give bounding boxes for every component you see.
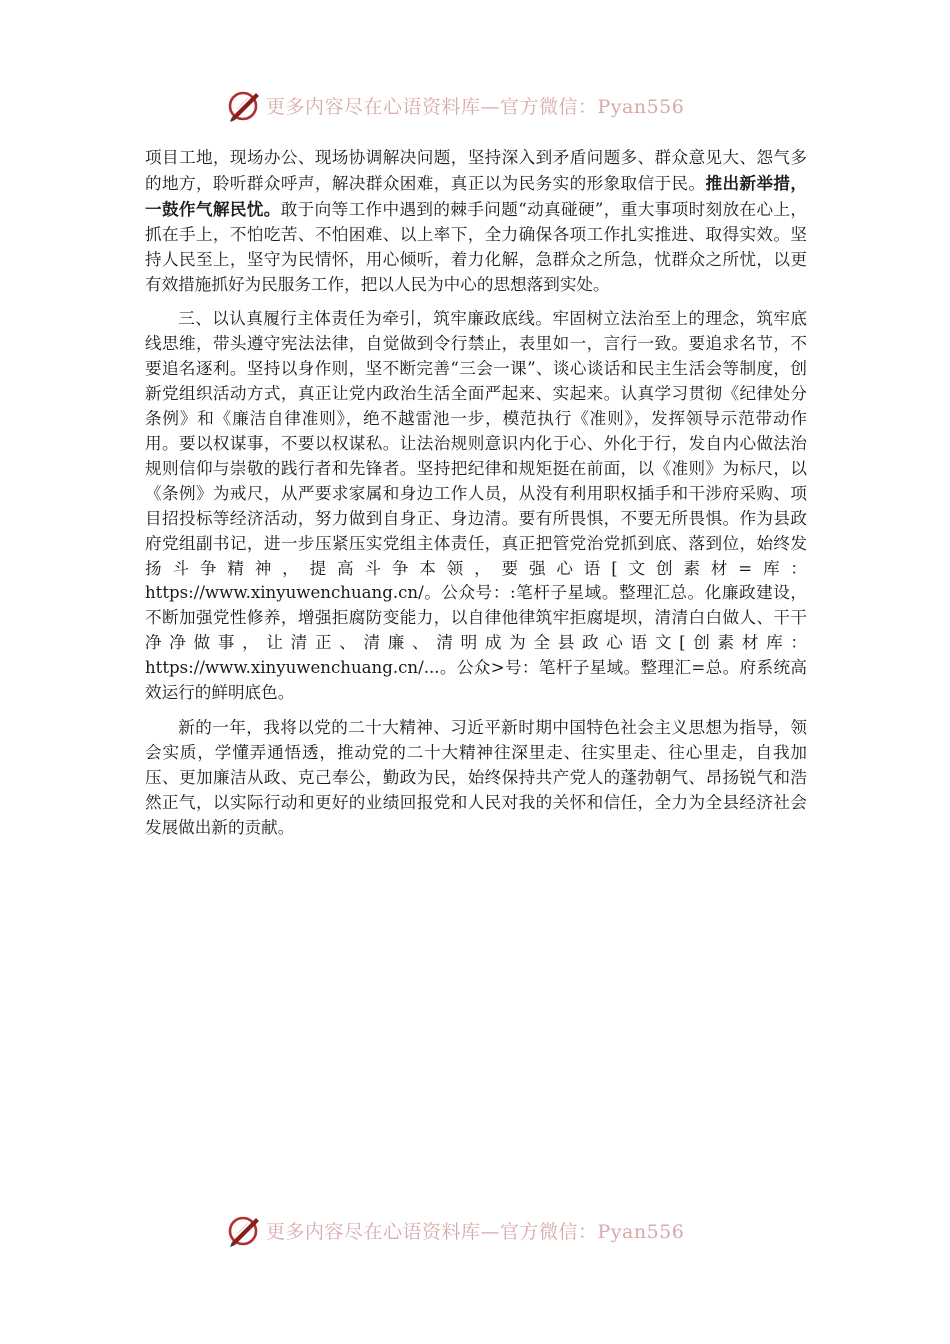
pen-logo-icon [226, 87, 262, 123]
paragraph-1-bold: 推出新举措，一鼓作气解民忧。 [145, 172, 807, 219]
header-banner [226, 85, 746, 125]
paragraph-2: 三、以认真履行主体责任为牵引，筑牢廉政底线。牢固树立法治至上的理念，筑牢底线思维，带头遵守宪法法律，自觉做到令行禁止，表里如一，言行一致。要追求名节，不要追名逐利。坚持以身作则，坚不断完善“三会一课”、谈心谈话和民主生活会等制度，创新党组织活动方式，真正让党内政治生活全面严起来、实起来。认真学习贯彻《纪律处分条例》和《廉洁自律准则》，绝不越雷池一步，模范执行《准则》，发挥领导示范带动作用。要以权谋事，不要以权谋私。让法治规则意识内化于心、外化于行，发自内心做法治规则信仰与崇敬的践行者和先锋者。坚持把纪律和规矩挺在前面，以《准则》为标尺，以《条例》为戒尺，从严要求家属和身边工作人员，从没有利用职权插手和干涉府采购、项目招投标等经济活动，努力做到自身正、身边清。要有所畏惧，不要无所畏惧。作为县政府党组副书记，进一步压紧压实党组主体责任，真正把管党治党抓到底、落到位，始终发扬斗争精神，提高斗争本领，要强心语[文创素材=库：https://www.xinyuwenchuang.cn/。公众号：:笔杆子星域。整理汇总。化廉政建设，不断加强党性修养，增强拒腐防变能力，以自律他律筑牢拒腐堤坝，清清白白做人、干干净净做事，让清正、清廉、清明成为全县政心语文[创素材库：https://www.xinyuwenchuang.cn/...。公众>号：笔杆子星域。整理汇=总。府系统高效运行的鲜明底色。 [145, 309, 807, 703]
paragraph-1-text-a: 项目工地，现场办公、现场协调解决问题，坚持深入到矛盾问题多、群众意见大、怨气多的地方，聆听群众呼声，解决群众困难，真正以为民务实的形象取信于民。 [145, 148, 807, 193]
banner-text: 更多内容尽在心语资料库—官方微信：Pyan556 [266, 95, 685, 118]
banner-text: 更多内容尽在心语资料库—官方微信：Pyan556 [266, 1220, 685, 1243]
paragraph-1-text-b: 敢于向等工作中遇到的棘手问题“动真碰硬”，重大事项时刻放在心上，抓在手上，不怕吃苦、不怕困难、以上率下，全力确保各项工作扎实推进、取得实效。坚持人民至上，坚守为民情怀，用心倾听，着力化解，急群众之所急，忧群众之所忧，以更有效措施抓好为民服务工作，把以人民为中心的思想落到实处。 [145, 199, 807, 294]
footer-banner [226, 1210, 746, 1250]
pen-logo-icon [226, 1212, 262, 1248]
document-body [145, 146, 807, 850]
paragraph-3: 新的一年，我将以党的二十大精神、习近平新时期中国特色社会主义思想为指导，领会实质，学懂弄通悟透，推动党的二十大精神往深里走、往实里走、往心里走，自我加压、更加廉洁从政、克己奉公，勤政为民，始终保持共产党人的蓬勃朝气、昂扬锐气和浩然正气，以实际行动和更好的业绩回报党和人民对我的关怀和信任，全力为全县经济社会发展做出新的贡献。 [145, 717, 807, 837]
paragraph-1 [145, 146, 807, 297]
